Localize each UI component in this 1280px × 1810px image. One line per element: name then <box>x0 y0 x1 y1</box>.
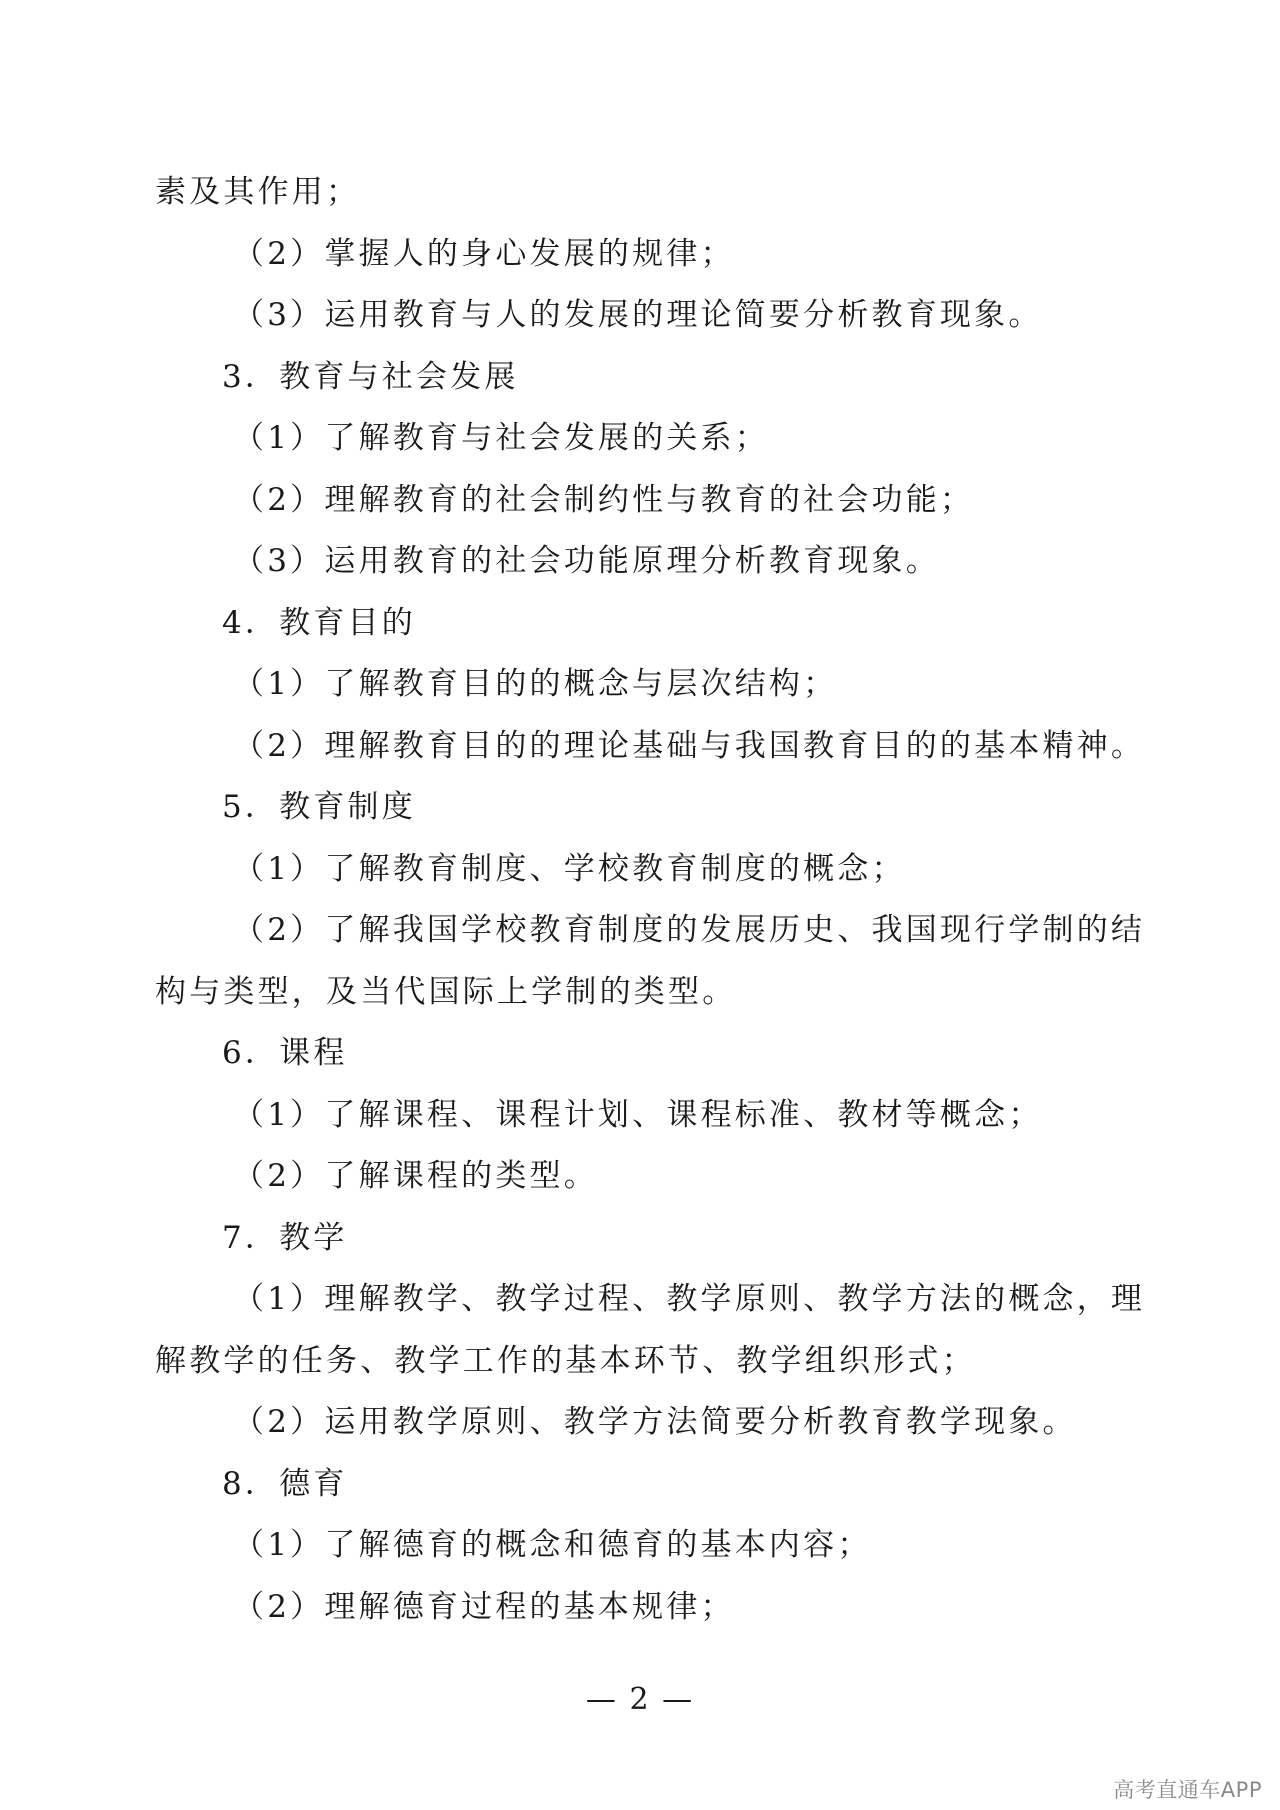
watermark: 高考直通车APP <box>1113 1778 1262 1802</box>
text-line-16: （1）了解课程、课程计划、课程标准、教材等概念； <box>233 1097 1043 1133</box>
page-number: — 2 — <box>585 1682 695 1717</box>
text-line-20: 解教学的任务、教学工作的基本环节、教学组织形式； <box>155 1343 976 1379</box>
text-line-2: （2）掌握人的身心发展的规律； <box>233 236 735 272</box>
text-line-21: （2）运用教学原则、教学方法简要分析教育教学现象。 <box>233 1404 1077 1440</box>
section-heading-5: 5．教育制度 <box>222 789 416 825</box>
text-line-1: 素及其作用； <box>155 174 361 210</box>
text-line-9: （1）了解教育目的的概念与层次结构； <box>233 666 838 702</box>
text-line-3: （3）运用教育与人的发展的理论简要分析教育现象。 <box>233 297 1043 333</box>
text-line-7: （3）运用教育的社会功能原理分析教育现象。 <box>233 543 940 579</box>
text-line-19: （1）理解教学、教学过程、教学原则、教学方法的概念，理 <box>233 1281 1146 1317</box>
text-line-6: （2）理解教育的社会制约性与教育的社会功能； <box>233 482 975 518</box>
section-heading-6: 6．课程 <box>222 1035 348 1071</box>
text-line-23: （1）了解德育的概念和德育的基本内容； <box>233 1527 872 1563</box>
text-line-24: （2）理解德育过程的基本规律； <box>233 1589 735 1625</box>
text-line-12: （1）了解教育制度、学校教育制度的概念； <box>233 851 906 887</box>
section-heading-8: 8．德育 <box>222 1466 348 1502</box>
text-line-13: （2）了解我国学校教育制度的发展历史、我国现行学制的结 <box>233 912 1146 948</box>
section-heading-4: 4．教育目的 <box>222 605 416 641</box>
text-line-5: （1）了解教育与社会发展的关系； <box>233 420 769 456</box>
section-heading-3: 3．教育与社会发展 <box>222 359 519 395</box>
text-line-17: （2）了解课程的类型。 <box>233 1158 598 1194</box>
section-heading-7: 7．教学 <box>222 1220 348 1256</box>
text-line-14: 构与类型，及当代国际上学制的类型。 <box>155 974 737 1010</box>
text-line-10: （2）理解教育目的的理论基础与我国教育目的的基本精神。 <box>233 728 1146 764</box>
